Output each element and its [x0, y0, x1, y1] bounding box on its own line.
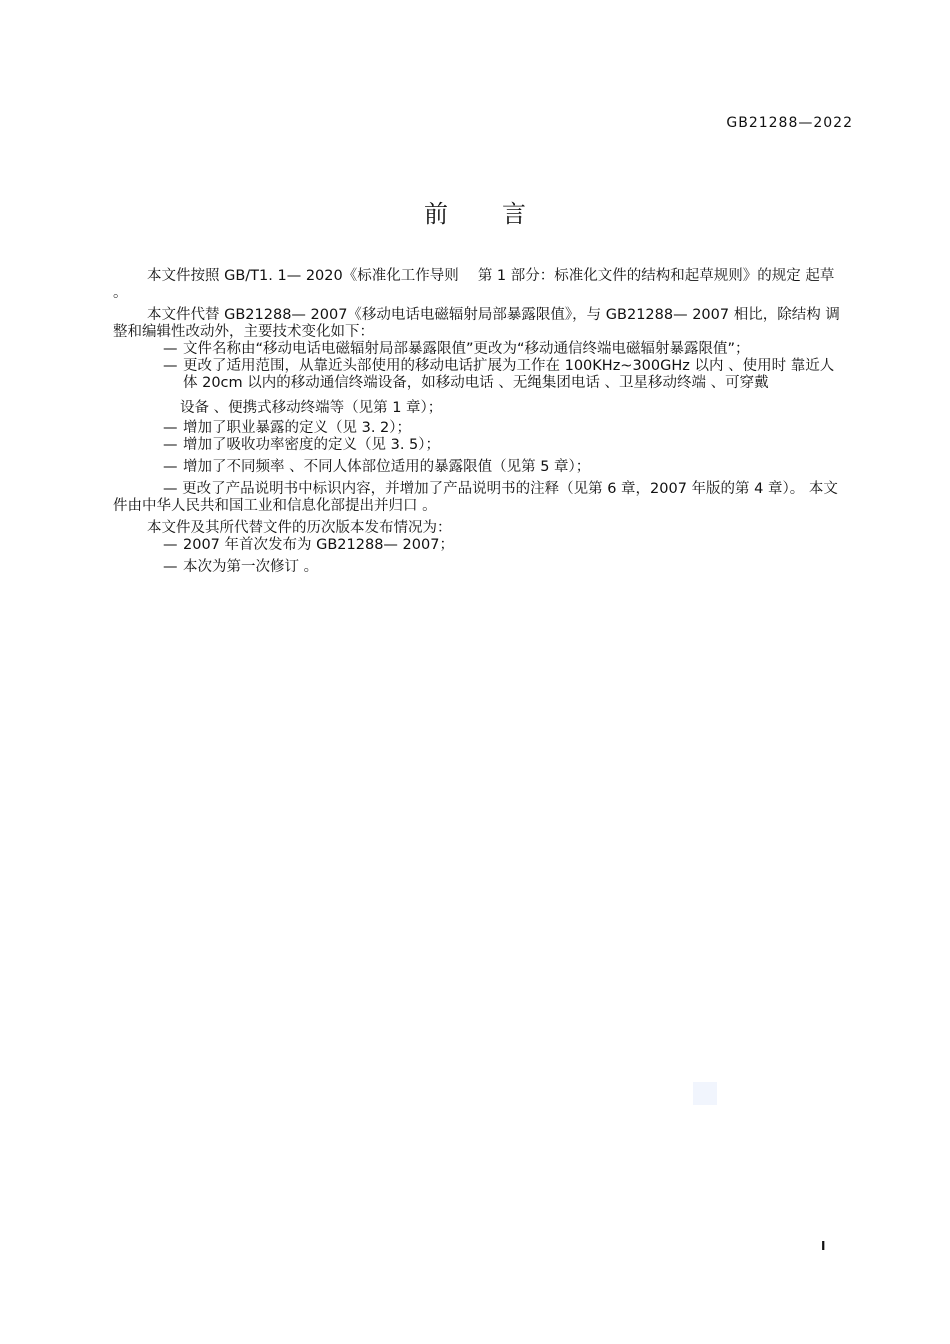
change-continuation: 设备 、便携式移动终端等（见第 1 章）；: [180, 400, 443, 416]
dash-bullet: —: [163, 459, 178, 475]
paragraph-replacement: 本文件代替 GB21288— 2007《移动电话电磁辐射局部暴露限值》，与 GB21288— 2007 相比，除结构 调整和编辑性改动外，主要技术变化如下：: [113, 307, 840, 340]
history-item: [113, 559, 843, 576]
paragraph-drafting-rules: 本文件按照 GB/T1. 1— 2020《标准化工作导则 第 1 部分：标准化文件的结构和起草规则》的规定 起草 。: [113, 268, 835, 301]
dash-bullet: —: [163, 537, 178, 553]
change-text: 增加了吸收功率密度的定义（见 3. 5）；: [183, 437, 441, 453]
dash-bullet: —: [163, 341, 178, 357]
standard-code: GB21288—2022: [726, 115, 853, 131]
change-text: 更改了适用范围，从靠近头部使用的移动电话扩展为工作在 100KHz~300GHz 以内 、使用时 靠近人体 20cm 以内的移动通信终端设备，如移动电话 、无绳集团电话 、卫星移动终端 、可穿戴: [183, 358, 835, 391]
change-text: 增加了不同频率 、不同人体部位适用的暴露限值（见第 5 章）；: [183, 459, 591, 475]
history-item: [113, 537, 843, 554]
change-text: 增加了职业暴露的定义（见 3. 2）；: [183, 420, 412, 436]
history-intro: 本文件及其所代替文件的历次版本发布情况为：: [147, 520, 452, 536]
change-item: [113, 459, 843, 476]
change-item: [113, 437, 843, 454]
dash-bullet: —: [163, 437, 178, 453]
history-text: 本次为第一次修订 。: [183, 559, 319, 575]
change-item: [113, 358, 843, 392]
history-text: 2007 年首次发布为 GB21288— 2007；: [183, 537, 454, 553]
dash-bullet: —: [163, 358, 178, 374]
page-number: I: [821, 1239, 826, 1253]
page-title: 前言: [424, 200, 580, 228]
dash-bullet: —: [163, 481, 178, 497]
change-item: [113, 420, 843, 437]
dash-bullet: —: [163, 420, 178, 436]
change-item-last: [113, 481, 843, 515]
dash-bullet: —: [163, 559, 178, 575]
change-item: [113, 341, 843, 358]
document-body: [113, 268, 843, 581]
faint-mark: [693, 1082, 717, 1105]
change-text: 文件名称由“移动电话电磁辐射局部暴露限值”更改为“移动通信终端电磁辐射暴露限值”；: [183, 341, 750, 357]
change-text: 更改了产品说明书中标识内容，并增加了产品说明书的注释（见第 6 章，2007 年版的第 4 章）。 本文件由中华人民共和国工业和信息化部提出并归口 。: [113, 481, 838, 514]
